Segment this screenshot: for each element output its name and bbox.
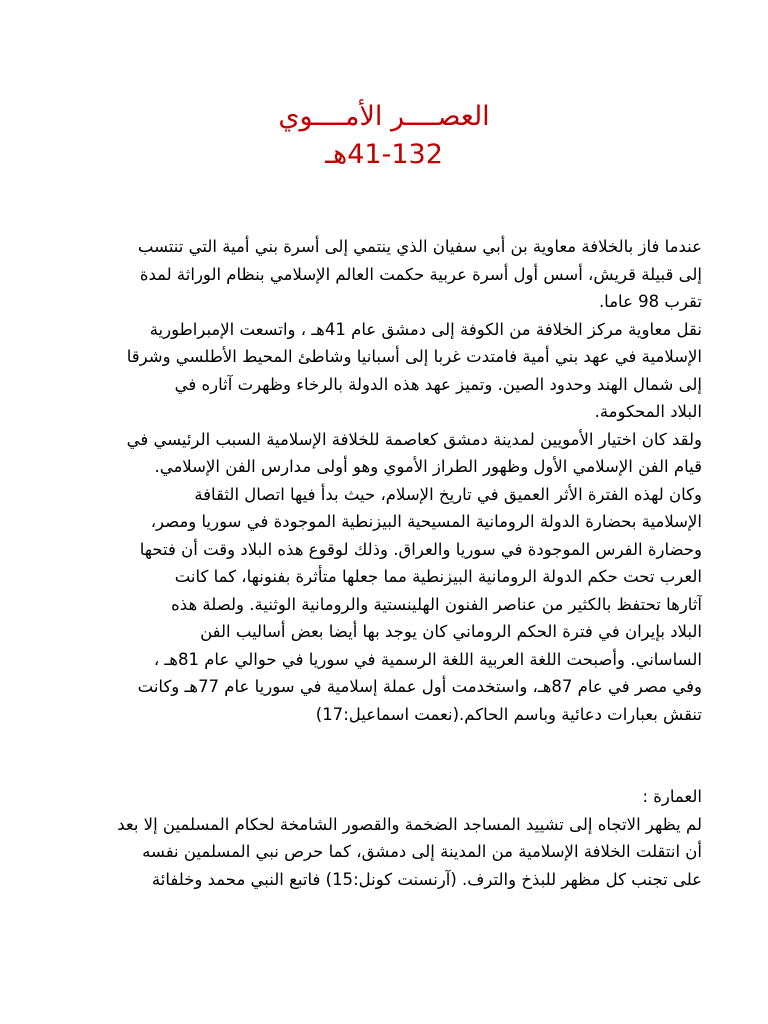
- text-line: ولقد كان اختيار الأمويين لمدينة دمشق كعاصمة للخلافة الإسلامية السبب الرئيسي في: [126, 429, 702, 449]
- text-line: العرب تحت حكم الدولة الرومانية البيزنطية مما جعلها متأثرة بفنونها، كما كانت: [174, 567, 702, 586]
- text-line: البلاد بإيران في فترة الحكم الروماني كان يوجد بها أيضا بعض أساليب الفن: [200, 622, 702, 641]
- text-line: وكان لهذه الفترة الأثر العميق في تاريخ الإسلام، حيث بدأ فيها اتصال الثقافة: [194, 484, 702, 504]
- text-line: وفي مصر في عام 87هـ، واستخدمت أول عملة إسلامية في سوريا عام 77هـ وكانت: [137, 677, 702, 696]
- paragraph-gap: [74, 728, 702, 783]
- text-line: عندما فاز بالخلافة معاوية بن أبي سفيان الذي ينتمي إلى أسرة بني أمية التي تنتسب: [137, 237, 702, 256]
- text-line: أن انتقلت الخلافة الإسلامية من المدينة إلى دمشق، كما حرص نبي المسلمين نفسه: [142, 842, 702, 861]
- text-line: الإسلامية في عهد بني أمية فامتدت غربا إلى أسبانيا وشاطئ المحيط الأطلسي وشرقا: [126, 347, 702, 366]
- text-line: على تجنب كل مظهر للبذخ والترف. (آرنسنت كونل:15) فاتبع النبي محمد وخلفائة: [151, 869, 702, 889]
- text-line: لم يظهر الاتجاه إلى تشييد المساجد الضخمة والقصور الشامخة لحكام المسلمين إلا بعد: [117, 814, 702, 834]
- text-line: نقل معاوية مركز الخلافة من الكوفة إلى دمشق عام 41هـ ، واتسعت الإمبراطورية: [149, 319, 702, 339]
- document-body: [74, 233, 702, 893]
- architecture-heading: العمارة :: [642, 787, 702, 806]
- text-line: تقرب 98 عاما.: [598, 292, 702, 311]
- document-title: [0, 98, 768, 174]
- title-line-dates: 41-132هـ: [325, 139, 443, 170]
- text-line: الإسلامية بحضارة الدولة الرومانية المسيحية البيزنطية الموجودة في سوريا ومصر،: [150, 512, 702, 531]
- text-line: إلى شمال الهند وحدود الصين. وتميز عهد هذه الدولة بالرخاء وظهرت آثاره في: [174, 374, 702, 394]
- text-line: وحضارة الفرس الموجودة في سوريا والعراق. وذلك لوقوع هذه البلاد وقت أن فتحها: [139, 539, 702, 559]
- text-line: الساساني. وأصبحت اللغة العربية اللغة الرسمية في سوريا في حوالي عام 81هـ ،: [153, 649, 702, 669]
- text-line: قيام الفن الإسلامي الأول وظهور الطراز الأموي وهو أولى مدارس الفن الإسلامي.: [154, 457, 702, 476]
- text-line: إلى قبيلة قريش، أسس أول أسرة عربية حكمت العالم الإسلامي بنظام الوراثة لمدة: [139, 264, 702, 284]
- text-line: آثارها تحتفظ بالكثير من عناصر الفنون الهلينستية والرومانية الوثنية. ولصلة هذه: [171, 594, 702, 614]
- title-line-era: العصــــر الأمــــوي: [278, 101, 490, 132]
- text-line: البلاد المحكومة.: [594, 402, 702, 421]
- text-line: تنقش بعبارات دعائية وباسم الحاكم.(نعمت اسماعيل:17): [315, 704, 702, 724]
